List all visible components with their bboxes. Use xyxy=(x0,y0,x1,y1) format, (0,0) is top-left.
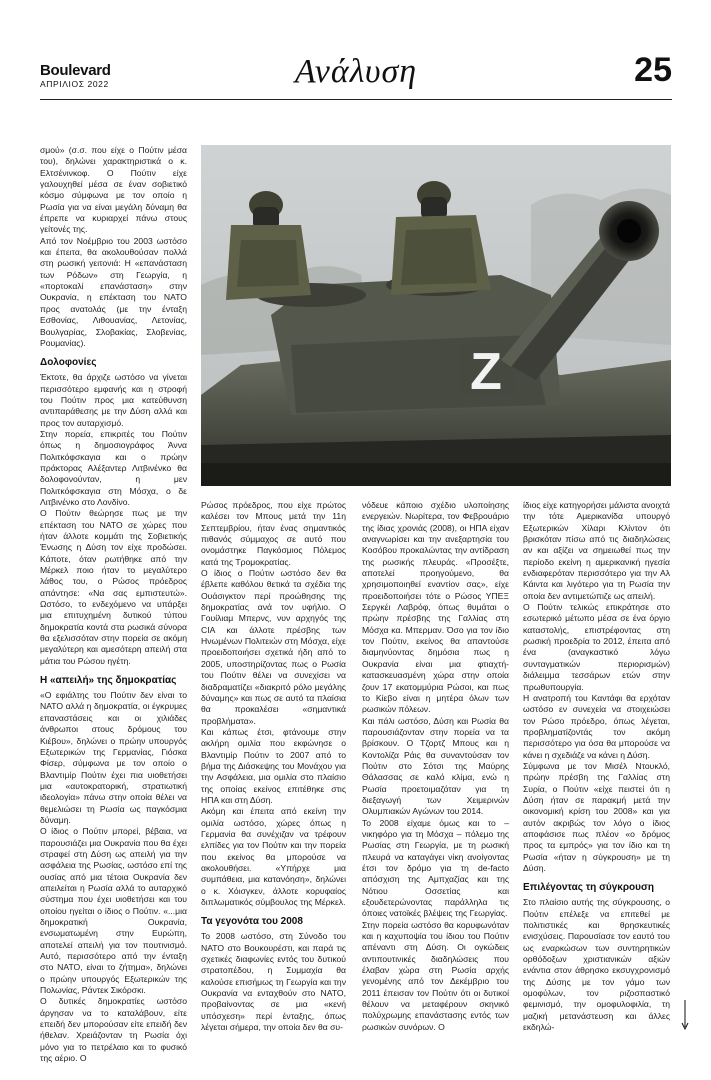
paragraph: Και πάλι ωστόσο, Δύση και Ρωσία θα παρουσιάζονταν στην πορεία να τα βρίσκουν. Ο Τζορτζ Μπους και η Κοντολίζα Ράις θα συναντούσαν τον Πούτιν στο Σότσι της Μαύρης Θάλασσας σε καλό κλίμα, ενώ η Ρωσία προετοιμαζόταν για τη διεξαγωγή των Χειμερινών Ολυμπιακών Αγώνων του 2014. xyxy=(362,715,509,817)
paragraph: «Ο εφιάλτης του Πούτιν δεν είναι το ΝΑΤΟ αλλά η δημοκρατία, οι έγκρυμες επαναστάσεις και οι χιλιάδες άνθρωποι στους δρόμους του Κιέβου», δηλώνει ο πρώην υπουργός Εξωτερικών της Γερμανίας, Γιόσκα Φίσερ, σύμφωνα με τον οποίο ο Βλαντιμίρ Πούτιν έχει πια υιοθετήσει μια «αυτοκρατορική, στρατιωτική ιδεολογία» πάνω στην οποία θέλει να θεμελιώσει τη Ρωσία ως παγκόσμια δύναμη. xyxy=(40,690,187,825)
column-3 xyxy=(362,500,509,1033)
tank-z-marking: Z xyxy=(470,343,502,401)
paragraph: Σύμφωνα με τον Μισέλ Ντουκλό, πρώην πρέσβη της Γαλλίας στη Συρία, ο Πούτιν «είχε πειστεί ότι η Δύση ήταν σε παρακμή μετά την οικονομική κρίση του 2008» και για αυτόν ακριβώς τον λόγο ο ίδιος αποφάσισε πως πλέον «ο δρόμος προς τα εμπρός» για τον ίδιο και τη Ρωσία «ήταν η σύγκρουση» με τη Δύση. xyxy=(523,760,670,873)
tank-soldiers-image xyxy=(201,145,671,486)
paragraph: Ο Πούτιν τελικώς επικράτησε στο εσωτερικό μέτωπο μέσα σε ένα όργιο καταστολής, επιστρέφοντας στη ρωσική προεδρία το 2012, έπειτα από ένα (αναγκαστικό λόγω συνταγματικών περιορισμών) διάλειμμα τεσσάρων ετών στην πρωθυπουργία. xyxy=(523,602,670,692)
article-photo xyxy=(201,145,671,486)
paragraph: Ο ίδιος ο Πούτιν ωστόσο δεν θα έβλεπε καθόλου θετικά τα σχέδια της Ουάσιγκτον περί προώθησης της δημοκρατίας ανά τον υφήλιο. Ο Γουίλιαμ Μπερνς, νυν αρχηγός της CIA και άλλοτε πρέσβης των Ηνωμένων Πολιτειών στη Μόσχα, είχε προειδοποιήσει σχετικά ήδη από το 2005, υποστηρίζοντας πως ο Ρωσία του Πούτιν θέλει να συνεχίσει να διαδραματίζει «διακριτό ρόλο μεγάλης δύναμης» και πως σε αυτό τα πλαίσια θα προκαλέσει «σημαντικά προβλήματα». xyxy=(201,568,346,726)
continue-arrow-icon xyxy=(681,1000,689,1030)
paragraph: Και κάπως έτσι, φτάνουμε στην ακλήρη ομιλία που εκφώνησε ο Βλαντιμίρ Πούτιν το 2007 από το βήμα της Διάσκεψης του Μονάχου για την Ασφάλεια, μια ομιλία στο πλαίσιο της οποίας εκείνος επιτέθηκε στις ΗΠΑ και στη Δύση. xyxy=(201,726,346,805)
column-4 xyxy=(523,500,670,1033)
column-1 xyxy=(40,145,187,1064)
paragraph: Ακόμη και έπειτα από εκείνη την ομιλία ωστόσο, χώρες όπως η Γερμανία θα συνέχιζαν να τρέφουν ελπίδες για τον Πούτιν και την πορεία που εκείνος θα μπορούσε να ακολουθήσει. «Υπήρχε μια συμπάθεια, μια κατανόηση», δηλώνει ο κ. Χόισγκεν, άλλοτε κορυφαίος διπλωματικός σύμβουλος της Μέρκελ. xyxy=(201,806,346,908)
column-2 xyxy=(201,500,346,1033)
paragraph: Από τον Νοέμβριο του 2003 ωστόσο και έπειτα, θα ακολουθούσαν πολλά στη ρωσική γειτονιά: Η «επανάσταση των Ρόδων» στη Γεωργία, η «πορτοκαλί επανάσταση» στην Ουκρανία, η επέκταση του ΝΑΤΟ προς ανατολάς (με την ένταξη Εσθονίας, Λιθουανίας, Λετονίας, Βουλγαρίας, Σλοβακίας, Σλοβενίας, Ρουμανίας). xyxy=(40,235,187,348)
brand-logo: Boulevard xyxy=(40,62,111,79)
paragraph: Ο Πούτιν θεώρησε πως με την επέκταση του ΝΑΤΟ σε χώρες που ήταν άλλοτε κομμάτι της Σοβιετικής Ένωσης η Δύση τον είχε προδώσει. Κάποτε, όταν ρωτήθηκε από την Μέρκελ ποιο ήταν το μεγαλύτερο λάθος του, ο Ρώσος πρόεδρος απάντησε: «Να σας εμπιστευτώ». Ωστόσο, το ενδεχόμενο να υπάρξει μια επιτυχημένη δυτικού τύπου δημοκρατία κοντά στα ρωσικά σύνορα θα εξελισσόταν στην πορεία σε ακόμη μεγαλύτερη και αμεσότερη απειλή στα μάτια του Ρώσου ηγέτη. xyxy=(40,508,187,666)
paragraph: νόδευε κάποιο σχέδιο υλοποίησης ενεργειών. Νωρίτερα, τον Φεβρουάριο της ίδιας χρονιάς (2008), οι ΗΠΑ είχαν αναγνωρίσει και την ανεξαρτησία του Κοσόβου προκαλώντας την αντίδραση της ρωσικής πλευράς. «Προσέξτε, αποτελεί προηγούμενο, θα χρησιμοποιηθεί εναντίον σας», είχε προειδοποιήσει τότε ο Ρώσος ΥΠΕΞ Σεργκέι Λαβρόφ, όπως θυμάται ο πρώην πρέσβης της Γαλλίας στη Μόσχα κα. Μπερμαν. Όσο για τον ίδιο τον Πούτιν, εκείνος θα απαντούσε διαμηνύοντας δημόσια πως η Ουκρανία είναι μια φτιαχτή-κατασκευασμένη χώρα στην οποία ζουν 17 εκατομμύρια Ρώσοι, και πως το Κίεβο είναι η μητέρα όλων των ρωσικών πόλεων. xyxy=(362,500,509,715)
paragraph: Το 2008 ωστόσο, στη Σύνοδο του ΝΑΤΟ στο Βουκουρέστι, και παρά τις σχετικές διαφωνίες εντός του δυτικού στρατοπέδου, η Συμμαχία θα καλούσε επισήμως τη Γεωργία και την Ουκρανία να ενταχθούν στο ΝΑΤΟ, προβαίνοντας σε μια «κενή υπόσχεση» περί ένταξης, όπως λέγεται σήμερα, την οποία δεν θα συ- xyxy=(201,931,346,1033)
paragraph: Ο ίδιος ο Πούτιν μπορεί, βέβαια, να παρουσιάζει μια Ουκρανία που θα έχει στραφεί στη Δύση ως απειλή για την ασφάλεια της Ρωσίας, ωστόσο επί της ουσίας από μια τέτοια Ουκρανία δεν απειλείται η Ρωσία αλλά το αυταρχικό σύστημα που έχει υιοθετήσει και του οποίου ηγείται ο ίδιος ο Πούτιν. «...μια δημοκρατική Ουκρανία, ενσωματωμένη στην Ευρώπη, αποτελεί απειλή για τον πουτινισμό. Αυτό, περισσότερο από την ένταξη στο ΝΑΤΟ, είναι το ζήτημα», δηλώνει ο πρώην υπουργός Εξωτερικών της Πολωνίας, Ράντεκ Σικόρσκι. xyxy=(40,826,187,996)
paragraph: Ρώσος πρόεδρος, που είχε πρώτος καλέσει τον Μπους μετά την 11η Σεπτεμβρίου, ήταν ένας σημαντικός πιθανός σύμμαχος σε αυτό που ονομάστηκε Παγκόσμιος Πόλεμος κατά της Τρομοκρατίας. xyxy=(201,500,346,567)
paragraph: Στην πορεία, επικριτές του Πούτιν όπως η δημοσιογράφος Άννα Πολιτκόφσκαγια και ο πρώην πράκτορας Αλέξαντερ Λιτβινένκο θα δολοφονούνταν, η μεν Πολιτκόφσκαγια στη Μόσχα, ο δε Λιτβινένκο στο Λονδίνο. xyxy=(40,428,187,507)
subheading: Επιλέγοντας τη σύγκρουση xyxy=(523,882,654,894)
paragraph: Το 2008 είχαμε όμως και το – νικηφόρο για τη Μόσχα – πόλεμο της Ρωσίας στη Γεωργία, με τη ρωσική πλευρά να καταγάγει νίκη ανοίγοντας έτσι τον δρόμο για τη de-facto απόσχιση της Αμπχαζίας και της Νότιου Οσσετίας και εξουδετερώνοντας παράλληλα τις όποιες νατοϊκές βλέψεις της Γεωργίας. xyxy=(362,817,509,919)
header-rule xyxy=(40,99,672,100)
paragraph: σμού» (σ.σ. που είχε ο Πούτιν μέσα του), δηλώνει χαρακτηριστικά ο κ. Ελτσένινκοφ. Ο Πούτιν είχε γαλουχηθεί μέσα σε έναν σοβιετικό κόσμο σύμφωνα με τον οποίο η Ρωσία για να είναι μεγάλη δύναμη θα έπρεπε να κυριαρχεί πάνω στους γείτονές της. xyxy=(40,145,187,235)
issue-date: ΑΠΡΙΛΙΟΣ 2022 xyxy=(40,79,109,89)
paragraph: Έκτοτε, θα άρχιζε ωστόσο να γίνεται περισσότερο εμφανής και η στροφή του Πούτιν προς μια κατεύθυνση αντιπαράθεσης με την Δύση αλλά και προς τον αυταρχισμό. xyxy=(40,372,187,428)
paragraph: Η ανατροπή του Καντάφι θα ερχόταν ωστόσο εν συνεχεία να στοιχειώσει τον Ρώσο πρόεδρο, όπως λέγεται, προβληματίζοντάς τον ακόμη περισσότερο για όσα θα μπορούσε να κάνει η σχεδιάζε να κάνει η Δύση. xyxy=(523,692,670,760)
paragraph: Ο δυτικές δημοκρατίες ωστόσο άργησαν να το καταλάβουν, είτε επειδή δεν μπορούσαν είτε επειδή δεν ήθελαν. Χρειάζονταν τη Ρωσία όχι μόνο για το πετρέλαιο και το φυσικό της αέριο. Ο xyxy=(40,996,187,1064)
paragraph: ίδιος είχε κατηγορήσει μάλιστα ανοιχτά την τότε Αμερικανίδα υπουργό Εξωτερικών Χίλαρι Κλίντον ότι βρισκόταν πίσω από τις διαδηλώσεις αν και αξίζει να σημειωθεί πως την περίοδο εκείνη η αμερικανική ηγεσία ενδιαφερόταν περισσότερο για την Αλ Κάιντα και λιγότερο για τη Ρωσία την οποία δεν αντιμετώπιζε ως απειλή. xyxy=(523,500,670,601)
page-header xyxy=(40,52,672,98)
subheading: Η «απειλή» της δημοκρατίας xyxy=(40,675,177,687)
subheading: Τα γεγονότα του 2008 xyxy=(201,916,303,928)
section-title: Ανάλυση xyxy=(294,53,418,90)
paragraph: Στο πλαίσιο αυτής της σύγκρουσης, ο Πούτιν επέλεξε να επιτεθεί με πολιτιστικές και θρησκευτικές ενισχύσεις. Παρουσίασε τον εαυτό του ως εναρκώσων των συντηρητικών ορθόδοξων χριστιανικών αξιών ενάντια στον άθρησκο εκσυγχρονισμό της Δύσης με τον γάμο των ομοφύλων, τον ριζοσπαστικό φεμινισμό, την ομοφυλοφιλία, τη μαζική μετανάστευση και άλλες εκδηλώ- xyxy=(523,897,670,1033)
paragraph: Στην πορεία ωστόσο θα κορυφωνόταν και η καχυποψία του ίδιου του Πούτιν απέναντι στη Δύση. Οι ογκώδεις αντιπουτινικές διαδηλώσεις που έλαβαν χώρα στη Ρωσία αρχής γενομένης από τον Δεκέμβριο του 2011 έπεισαν τον Πούτιν ότι οι δυτικοί θέλουν να μεταφέρουν σκηνικό πολύχρωμης επανάστασης εντός των ρωσικών συνόρων. Ο xyxy=(362,919,509,1032)
page-number: 25 xyxy=(634,51,672,89)
subheading: Δολοφονίες xyxy=(40,357,97,369)
